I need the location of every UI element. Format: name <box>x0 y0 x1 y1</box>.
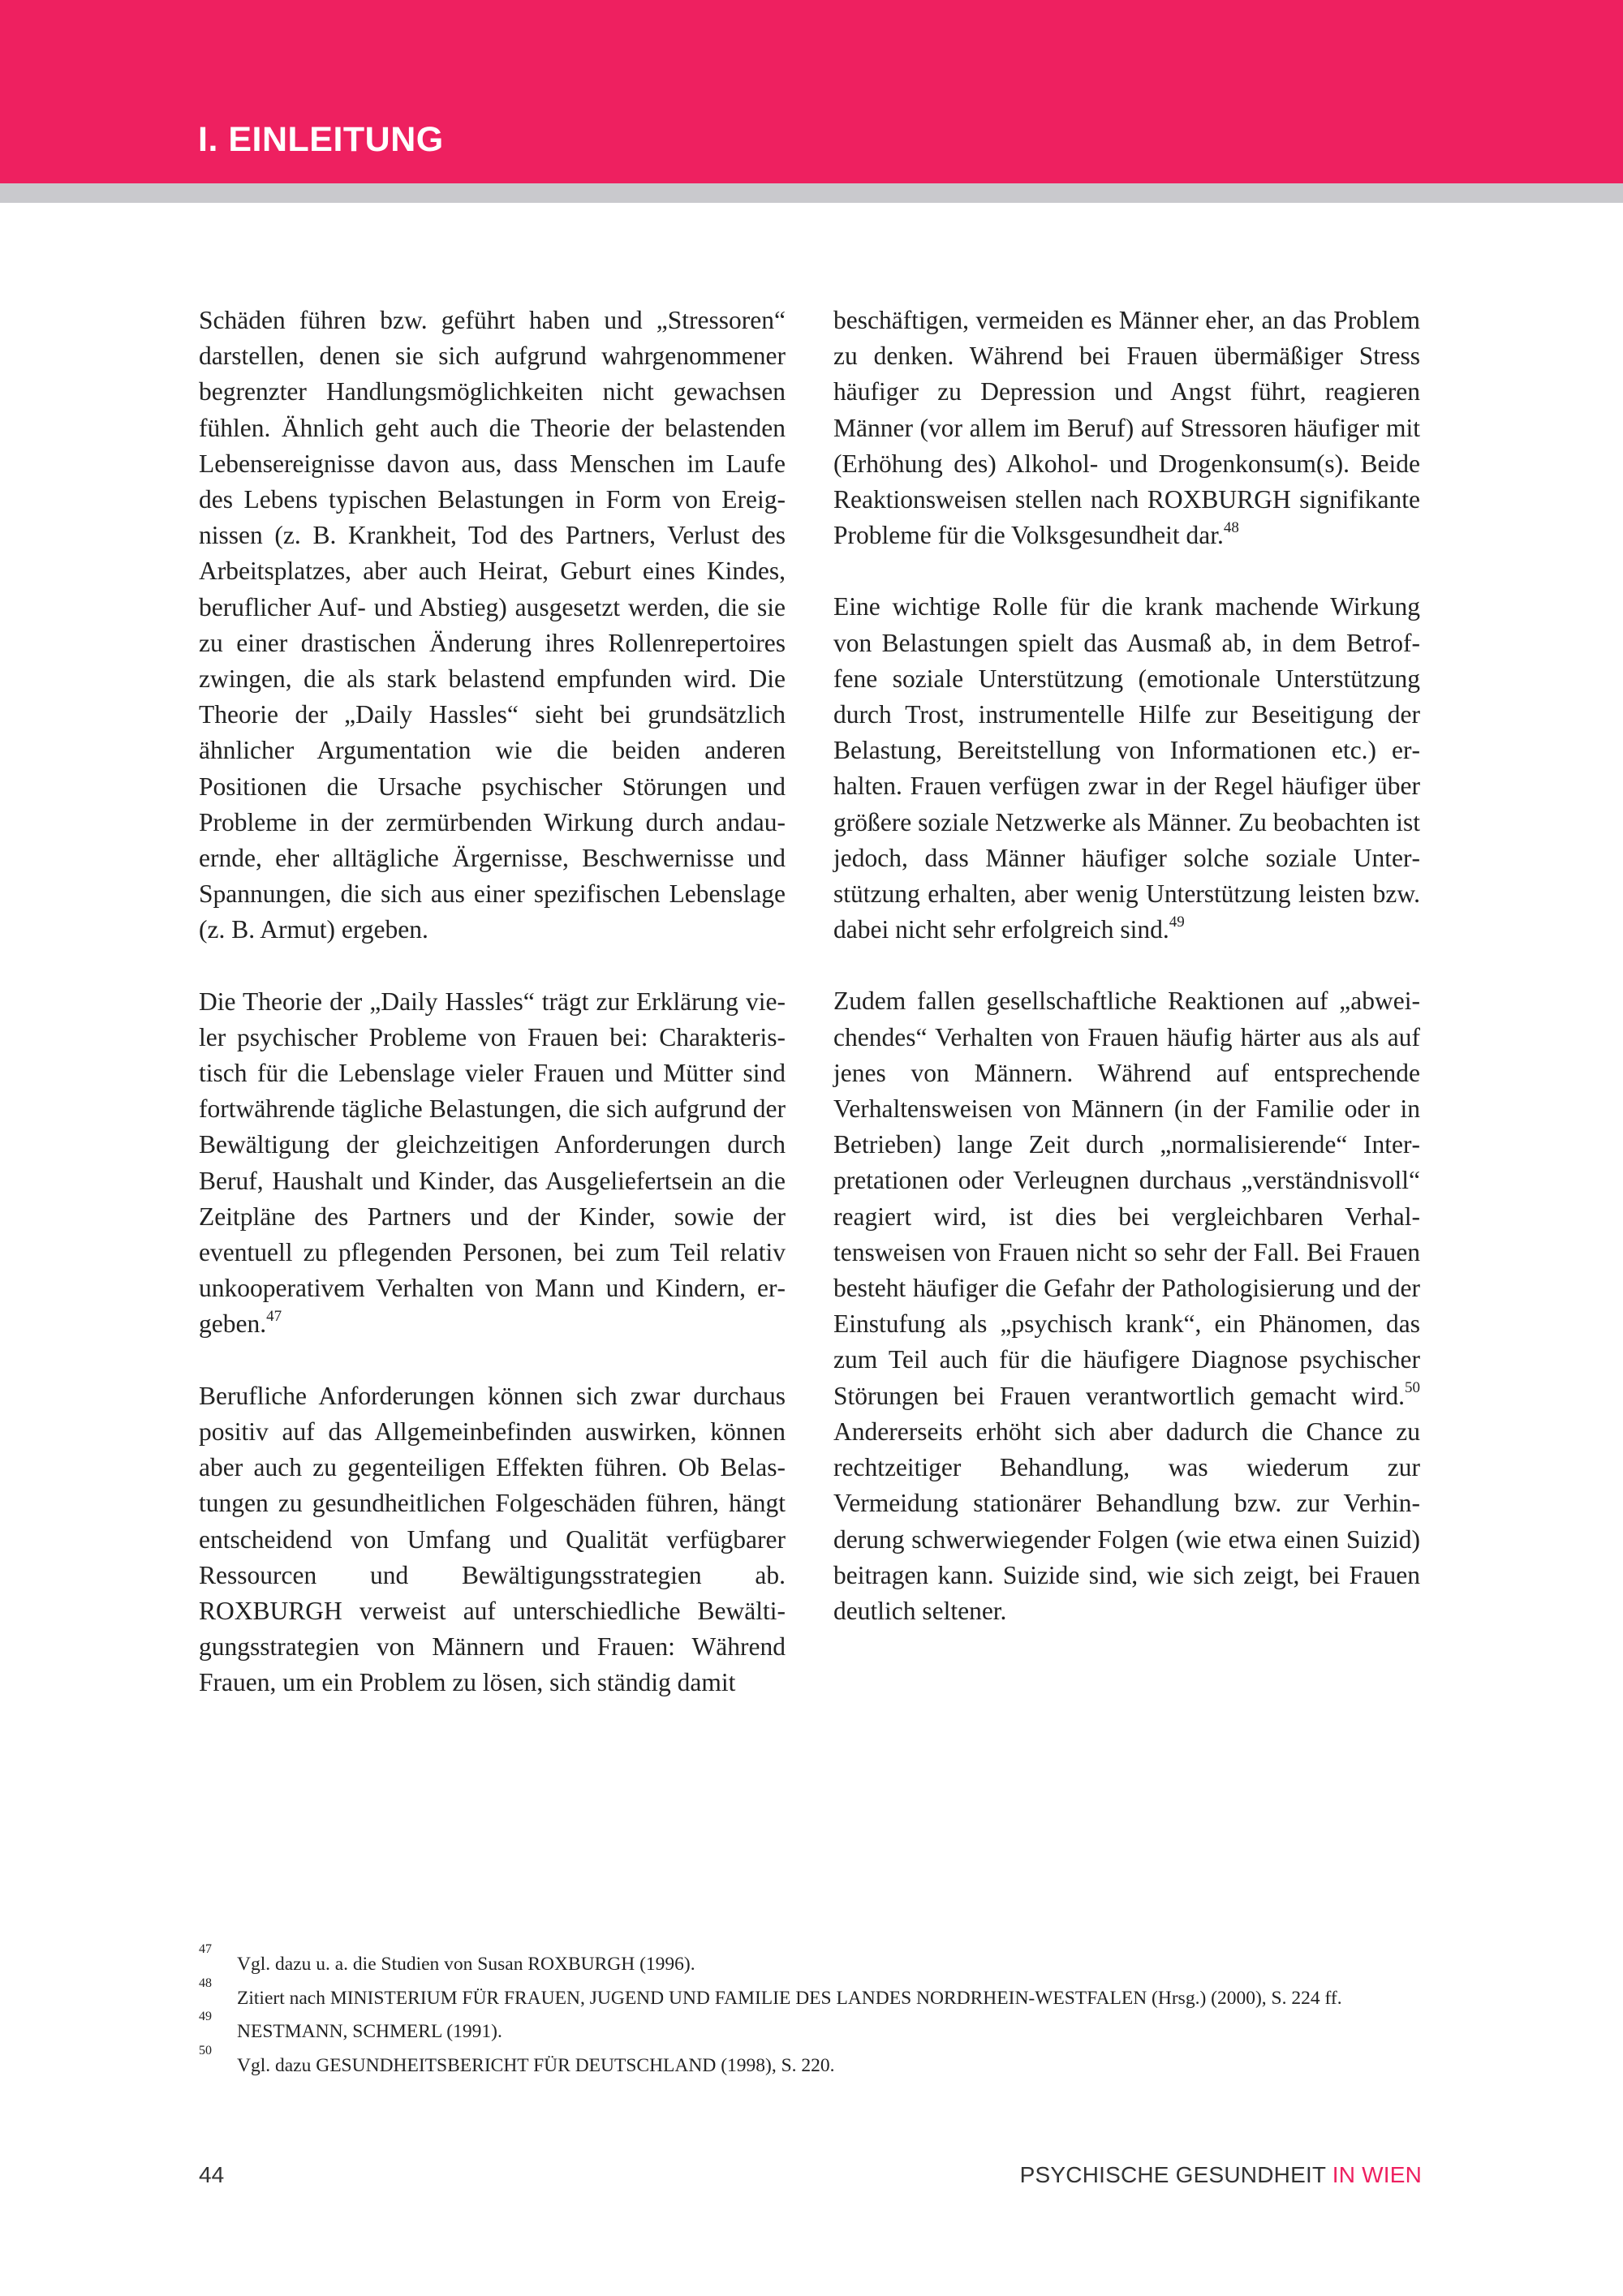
footnotes <box>199 1942 1432 2083</box>
footnote-ref[interactable]: 48 <box>1223 518 1239 536</box>
left-column <box>199 303 786 1737</box>
paragraph: Zudem fallen gesellschaftliche Reaktionen auf „abweichendes“ Verhalten von Frauen häufig härter aus als auf jenes von Männern. Während auf entsprechende Verhaltensweisen von Männern (in der Familie oder in Betrieben) lange Zeit durch „normalisierende“ Interpretationen oder Verleugnen durchaus „verständnisvoll“ reagiert wird, ist dies bei vergleichbaren Verhaltensweisen von Frauen nicht so sehr der Fall. Bei Frauen besteht häufiger die Gefahr der Pathologisierung und der Einstufung als „psychisch krank“, ein Phänomen, das zum Teil auch für die häufigere Diagnose psychischer Störungen bei Frauen verantwortlich gemacht wird.$^{50}$ Andererseits erhöht sich aber dadurch die Chance zu rechtzeitiger Behandlung, was wiederum zur Vermeidung stationärer Behandlung bzw. zur Verhinderung schwerwiegender Folgen (wie etwa einen Suizid) beitragen kann. Suizide sind, wie sich zeigt, bei Frauen deutlich seltener. <box>833 987 1420 1625</box>
footnote-text: Vgl. dazu GESUNDHEITSBERICHT FÜR DEUTSCHLAND (1998), S. 220. <box>237 2054 835 2076</box>
paragraph: Die Theorie der „Daily Hassles“ trägt zur Erklärung vieler psychischer Probleme von Frauen bei: Charakteristisch für die Lebenslage vieler Frauen und Mütter sind fortwährende tägliche Belastungen, die sich aufgrund der Bewältigung der gleichzeitigen Anforderungen durch Beruf, Haushalt und Kinder, das Ausgeliefertsein an die Zeitpläne des Partners und der Kinder, sowie der eventuell zu pflegenden Personen, bei zum Teil relativ unkooperativem Verhalten von Mann und Kindern, ergeben.$^{47}$ <box>199 987 786 1339</box>
footnote-text: Vgl. dazu u. a. die Studien von Susan ROXBURGH (1996). <box>237 1954 695 1975</box>
footnote-ref[interactable]: 49 <box>1169 913 1185 931</box>
paragraph: Eine wichtige Rolle für die krank machende Wirkung von Belastungen spielt das Ausmaß ab, in dem Betroffene soziale Unterstützung (emotionale Unterstützung durch Trost, instrumentelle Hilfe zur Beseitigung der Belastung, Bereitstellung von Informationen etc.) erhalten. Frauen verfügen zwar in der Regel häufiger über größere soziale Netzwerke als Männer. Zu beobachten ist jedoch, dass Männer häufiger solche soziale Unterstützung erhalten, aber wenig Unterstützung leisten bzw. dabei nicht sehr erfolgreich sind.$^{49}$ <box>833 592 1420 944</box>
footnote-number: 47 <box>199 1942 212 1956</box>
footnote <box>199 1976 1432 2016</box>
chapter-title: I. EINLEITUNG <box>198 120 444 159</box>
footnote <box>199 1942 1432 1982</box>
footnote-ref[interactable]: 50 <box>1405 1379 1420 1397</box>
paragraph: Schäden führen bzw. geführt haben und „Stressoren“ darstellen, denen sie sich aufgrund wahrgenommener begrenzter Handlungsmöglichkeiten nicht gewachsen fühlen. Ähnlich geht auch die Theorie der belastenden Lebensereignisse davon aus, dass Menschen im Laufe des Lebens typischen Belastungen in Form von Ereignissen (z. B. Krankheit, Tod des Partners, Verlust des Arbeitsplatzes, aber auch Heirat, Geburt eines Kindes, beruflicher Auf- und Abstieg) ausgesetzt werden, die sie zu einer drastischen Änderung ihres Rollenrepertoires zwingen, die als stark belastend empfunden wird. Die Theorie der „Daily Hassles“ sieht bei grundsätzlich ähnlicher Argumentation wie die beiden anderen Positionen die Ursache psychischer Störungen und Probleme in der zermürbenden Wirkung durch andauernde, eher alltägliche Ärgernisse, Beschwernisse und Spannungen, die sich aus einer spezifischen Lebenslage (z. B. Armut) ergeben. <box>199 306 786 944</box>
footnote-number: 48 <box>199 1976 212 1990</box>
footnote-ref[interactable]: 47 <box>266 1307 282 1325</box>
footnote-number: 50 <box>199 2043 212 2057</box>
publication-title-accent: IN WIEN <box>1325 2162 1422 2187</box>
footnote-number: 49 <box>199 2010 212 2023</box>
footnote-text: NESTMANN, SCHMERL (1991). <box>237 2021 502 2042</box>
publication-title <box>1020 2162 1422 2188</box>
publication-title-main: PSYCHISCHE GESUNDHEIT <box>1019 2162 1326 2187</box>
page-number: 44 <box>199 2162 225 2187</box>
footnote-text: Zitiert nach MINISTERIUM FÜR FRAUEN, JUGEND UND FAMILIE DES LANDES NORDRHEIN-WESTFALEN (Hrsg.) (2000), S. 224 ff. <box>237 1987 1342 2009</box>
footnote <box>199 2043 1432 2083</box>
paragraph: Berufliche Anforderungen können sich zwar durchaus positiv auf das Allgemeinbefinden auswirken, können aber auch zu gegenteiligen Effekten führen. Ob Belastungen zu gesundheitlichen Folgeschäden führen, hängt entscheidend von Umfang und Qualität verfügbarer Ressourcen und Bewältigungsstrategien ab. ROXBURGH verweist auf unterschiedliche Bewältigungsstrategien von Männern und Frauen: Während Frauen, um ein Problem zu lösen, sich ständig damit <box>199 1381 786 1697</box>
header-rule <box>0 183 1623 203</box>
paragraph: beschäftigen, vermeiden es Männer eher, an das Problem zu denken. Während bei Frauen übermäßiger Stress häufiger zu Depression und Angst führt, reagieren Männer (vor allem im Beruf) auf Stressoren häufiger mit (Erhöhung des) Alkohol- und Drogenkonsum(s). Beide Reaktionsweisen stellen nach ROXBURGH signifikante Probleme für die Volksgesundheit dar.$^{48}$ <box>833 306 1420 550</box>
footnote <box>199 2010 1432 2049</box>
right-column <box>833 303 1420 1665</box>
header-band <box>0 0 1623 183</box>
